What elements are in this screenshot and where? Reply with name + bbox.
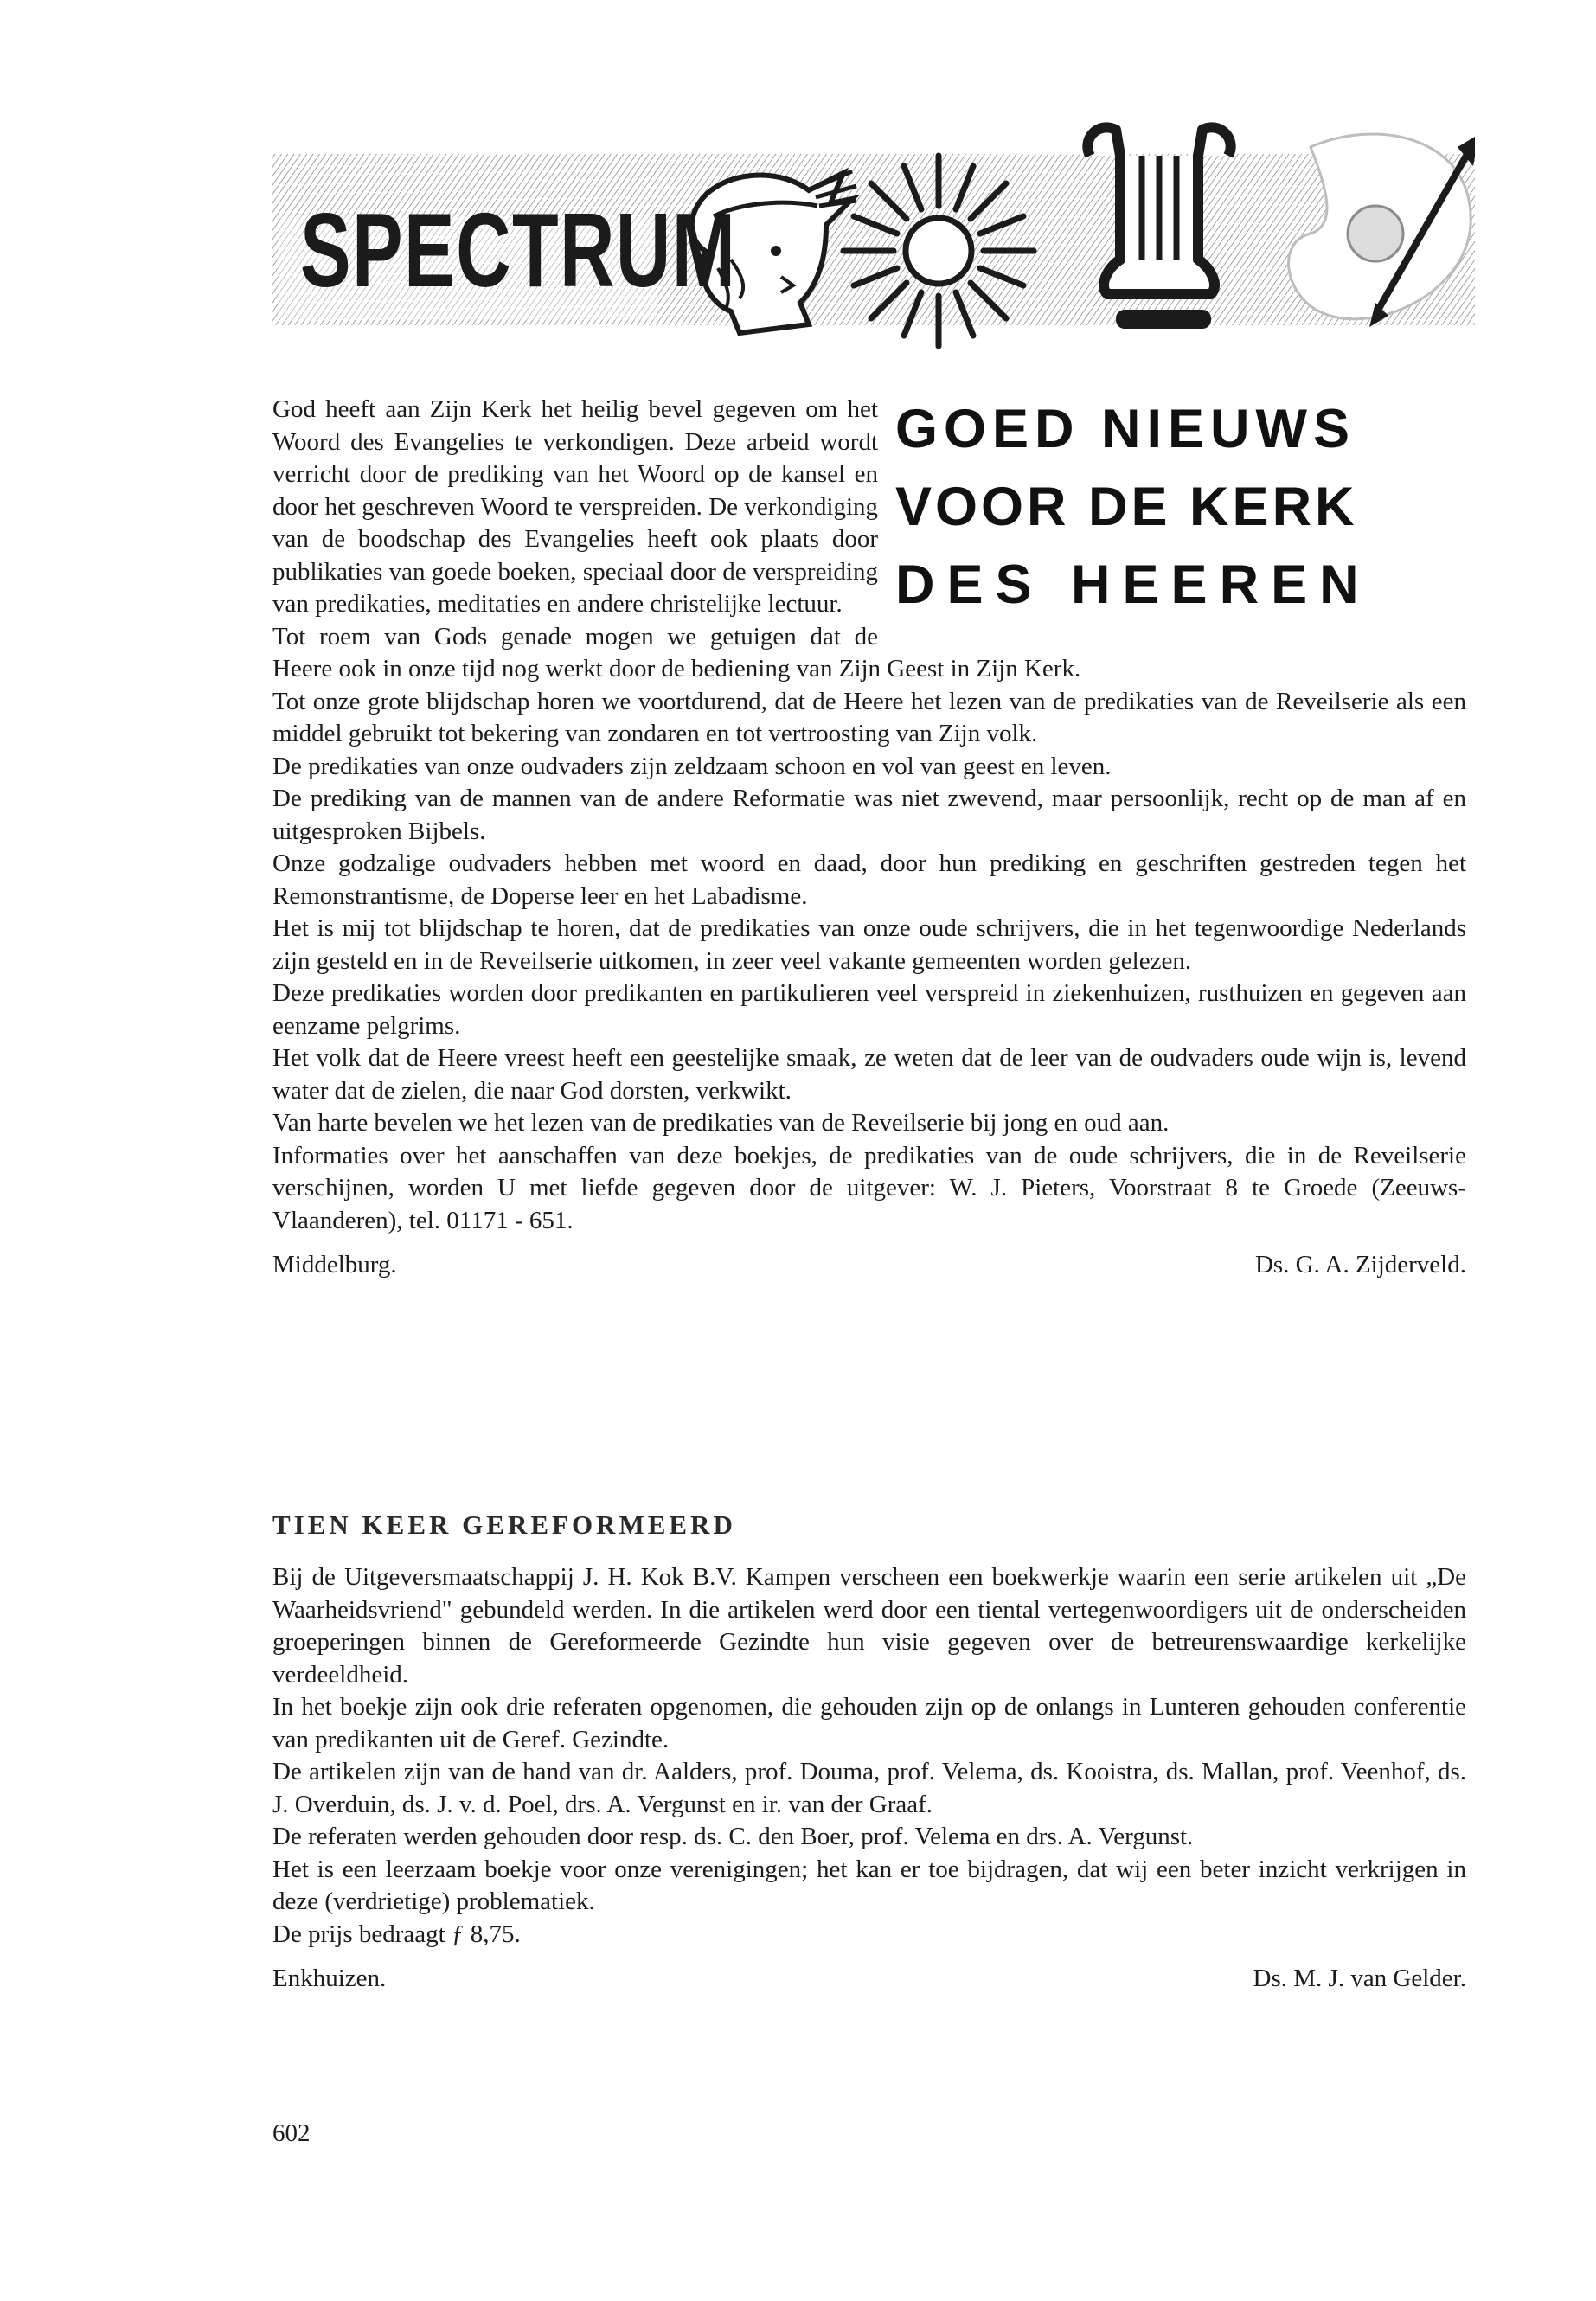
paragraph: De artikelen zijn van de hand van dr. Aalders, prof. Douma, prof. Velema, ds. Kooistra, ds. Mallan, prof. Veenhof, ds. J. Overduin, ds. J. v. d. Poel, drs. A. Vergunst en ir. van der Graaf.	[272, 1758, 1466, 1818]
paragraph: Het volk dat de Heere vreest heeft een geestelijke smaak, ze weten dat de leer van de oudvaders oude wijn is, levend water dat de zielen, die naar God dorsten, verkwikt.	[272, 1044, 1466, 1105]
paragraph: De referaten werden gehouden door resp. ds. C. den Boer, prof. Velema en drs. A. Vergunst.	[272, 1823, 1194, 1850]
paragraph: Van harte bevelen we het lezen van de predikaties van de Reveilserie bij jong en oud aan.	[272, 1109, 1170, 1137]
sun-icon	[843, 156, 1034, 346]
place-name: Enkhuizen.	[272, 1965, 387, 1992]
paragraph: Deze predikaties worden door predikanten en partikulieren veel verspreid in ziekenhuizen, rusthuizen en gegeven aan eenzame pelgrims.	[272, 979, 1466, 1040]
paragraph: De predikaties van onze oudvaders zijn zeldzaam schoon en vol van geest en leven.	[272, 752, 1112, 780]
paragraph: Onze godzalige oudvaders hebben met woord en daad, door hun prediking en geschriften gestreden tegen het Remonstrantisme, de Doperse leer en het Labadisme.	[272, 849, 1466, 910]
article-headline	[895, 394, 1466, 653]
paragraph: Informaties over het aanschaffen van deze boekjes, de predikaties van de oude schrijvers, die in de Reveilserie verschijnen, worden U met liefde gegeven door de uitgever: W. J. Pieters, Voorstraat 8 te Groede (Zeeuws-Vlaanderen), tel. 01171 - 651.	[272, 1141, 1466, 1234]
signature-row	[272, 1249, 1466, 1282]
paragraph: In het boekje zijn ook drie referaten opgenomen, die gehouden zijn op de onlangs in Lunteren gehouden conferentie van predikanten uit de Geref. Gezindte.	[272, 1693, 1466, 1753]
article-goed-nieuws	[272, 394, 1466, 1282]
headline-line-3: DES HEEREN	[895, 554, 1371, 615]
paragraph: Tot onze grote blijdschap horen we voortdurend, dat de Heere het lezen van de predikaties van de Reveilserie als een middel gebruikt tot bekering van zondaren en tot vertroosting van Zijn volk.	[272, 687, 1466, 747]
price-paragraph: De prijs bedraagt ƒ 8,75.	[272, 1920, 521, 1948]
headline-line-2: VOOR DE KERK	[895, 477, 1358, 537]
paragraph: Het is een leerzaam boekje voor onze verenigingen; het kan er toe bijdragen, dat wij een beter inzicht verkrijgen in deze (verdrietige) problematiek.	[272, 1855, 1466, 1915]
page-number: 602	[272, 2119, 311, 2147]
article-tien-keer-gereformeerd	[272, 1561, 1466, 1996]
paragraph: De prediking van de mannen van de andere Reformatie was niet zwevend, maar persoonlijk, recht op de man af en uitgesproken Bijbels.	[272, 785, 1466, 845]
signature-row	[272, 1963, 1466, 1996]
paragraph: Bij de Uitgeversmaatschappij J. H. Kok B.V. Kampen verscheen een boekwerkje waarin een serie artikelen uit „De Waarheidsvriend" gebundeld werden. In die artikelen werd door een tiental vertegenwoordigers uit de onderscheiden groeperingen binnen de Gereformeerde Gezindte hun visie gegeven over de betreurenswaardige kerkelijke verdeeldheid.	[272, 1563, 1466, 1689]
section-heading: TIEN KEER GEREFORMEERD	[272, 1509, 736, 1540]
banner-title: SPECTRUM	[300, 191, 737, 309]
intro-paragraph: God heeft aan Zijn Kerk het heilig bevel gegeven om het Woord des Evangelies te verkondigen. Deze arbeid wordt verricht door de prediking van het Woord op de kansel en door het geschreven Woord te verspreiden. De verkondiging van de boodschap des Evangelies heeft ook plaats door publikaties van goede boeken, speciaal door de verspreiding van predikaties, meditaties en andere christelijke lectuur.	[272, 395, 878, 618]
paragraph: Tot roem van Gods genade mogen we getuigen dat de Heere ook in onze tijd nog werkt door de bediening van Zijn Geest in Zijn Kerk.	[272, 622, 1081, 683]
author-name: Ds. M. J. van Gelder.	[1253, 1965, 1466, 1992]
paragraph: Het is mij tot blijdschap te horen, dat de predikaties van onze oude schrijvers, die in het tegenwoordige Nederlands zijn gesteld en in de Reveilserie uitkomen, in zeer veel vakante gemeenten worden gelezen.	[272, 914, 1466, 975]
place-name: Middelburg.	[272, 1251, 397, 1279]
author-name: Ds. G. A. Zijderveld.	[1254, 1251, 1466, 1279]
spectrum-banner	[272, 121, 1475, 355]
headline-line-1: GOED NIEUWS	[895, 399, 1356, 459]
